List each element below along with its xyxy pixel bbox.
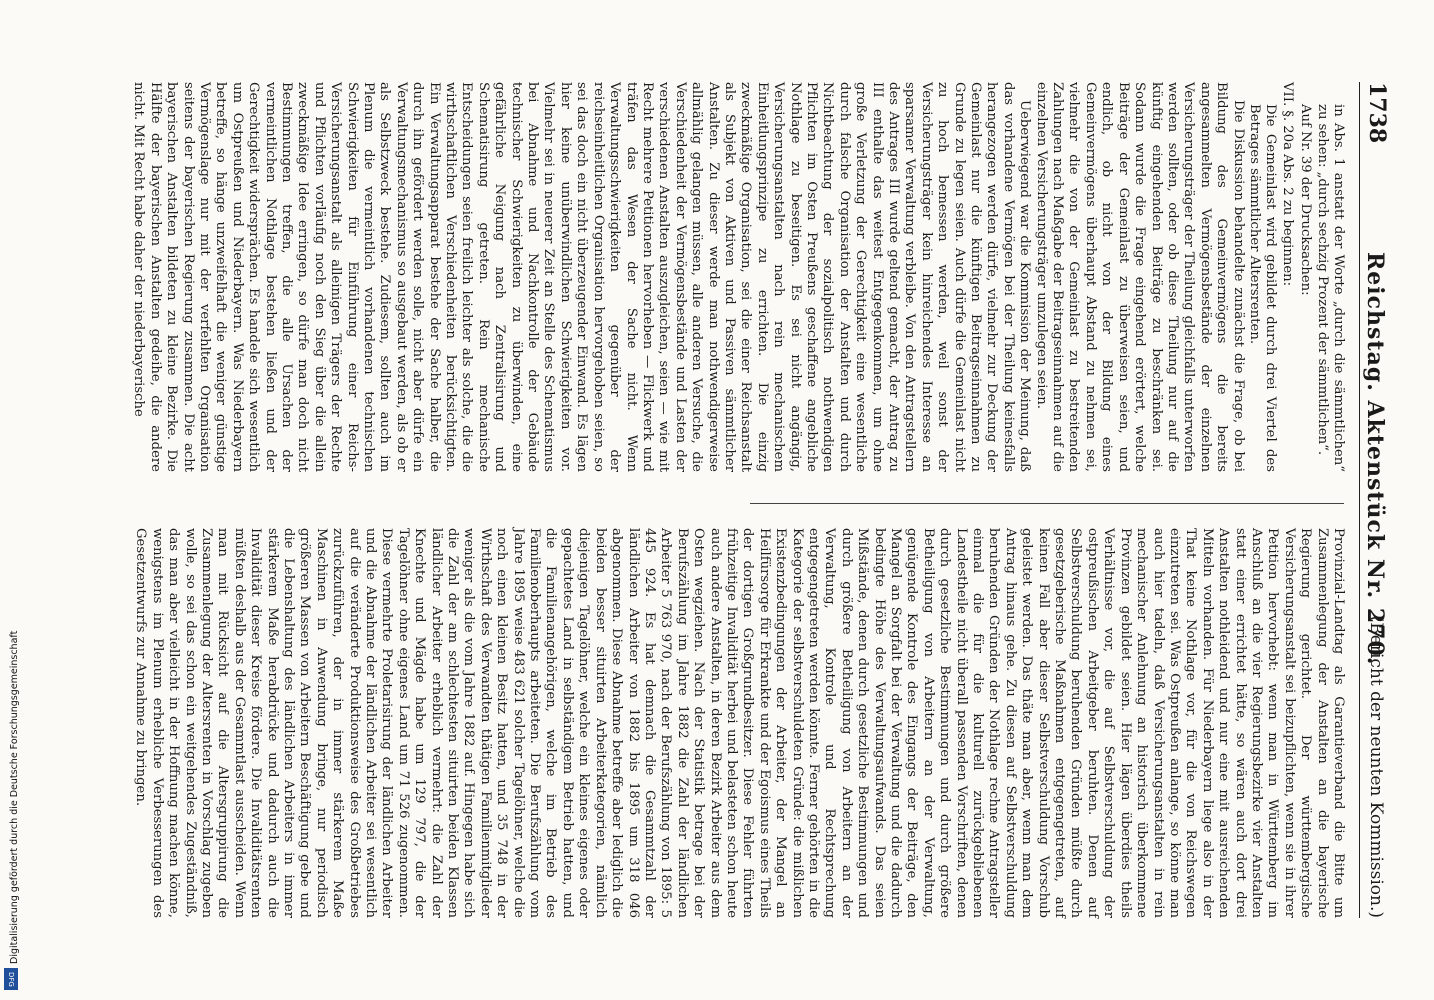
page-number: 1738 (1364, 82, 1390, 144)
paragraph: Ueberwiegend war die Kommission der Meinung, daß das vorhandene Vermögen bei der Theilung keinesfalls herangezogen werden dürfe, vielmehr zur Deckung der Gemeinlast nur die künftigen Beitragseinnahmen zu Grunde zu legen seien. Auch dürfe die Gemeinlast nicht zu hoch bemessen werden, weil sonst der Versicherungsträger kein hinreichendes Interesse an sparsamer Verwaltung verbleibe. Von den Antragstellern des Antrages III wurde geltend gemacht, der Antrag zu III enthalte das weitest Entgegenkommen, um ohne große Verletzung der Gerechtigkeit eine wesentliche durch falsche Organisation der Anstalten und durch Nichtbeachtung der sozialpolitisch nothwendigen Pflichten im Osten Preußens geschaffene angebliche Nothlage zu beseitigen. Es sei nicht angängig, Versicherungsanstalten nach rein mechanischem Einheitlungsprinzipe zu errichten. Die einzig zweckmäßige Organisation, sei die einer Reichsanstalt als Subjekt von Aktiven und Passiven sämmtlicher Anstalten. Zu dieser werde man nothwendigerweise allmählig gelangen müssen, alle anderen Versuche, die Verschiedenheit der Vermögensbestände und Lasten der verschiedenen Anstalten auszugleichen, seien — wie mit Recht mehrere Petitionen hervorheben — Flickwerk und träfen das Wesen der Sache nicht. Wenn Verwaltungsschwierigkeiten gegenüber der reichseinheitlichen Organisation hervorgehoben seien, so sei das doch ein nicht überzeugender Einwand. Es lägen hier keine unüberwindlichen Schwierigkeiten vor. Vielmehr sei in neuerer Zeit an Stelle des Schematismus bei Abnahme und Nachkontrolle der Gebäude technischer Schwierigkeiten zu überwinden, eine gefährliche Neigung nach Zentralisirung und Schematisirung getreten. Rein mechanische Entscheidungen seien freilich leichter als solche, die die wirthschaftlichen Verschiedenheiten berücksichtigten. Ein Verwaltungsapparat bestehe der Sache halber, die durch ihn gefördert werden solle, nicht aber dürfe ein Verwaltungsmechanismus so ausgebaut werden, als ob er als Selbstzweck bestehe. Zudiesem, sollten auch im Plenum die vermeintlich vorhandenen technischen Schwierigkeiten für Einführung einer Reichs-Versicherungsanstalt als alleinigen Trägers der Rechte und Pflichten vorläufig noch den Sieg über die allein zweckmäßige Idee erringen, so dürfe man doch nicht Bestimmungen treffen, die alle Ursachen der vermeintlichen Nothlage bestehen ließen und der Gerechtigkeit widersprächen. Es handele sich wesentlich um Ostpreußen und Niederbayern. Was Niederbayern betreffe, so hänge unzweifelhaft die weniger günstige Vermögenslage nur mit der verfehlten Organisation seitens der bayerischen Regierung zusammen. Die acht bayerischen Anstalten bildeten zu kleine Bezirke. Die Hälfte der bayerischen Anstalten gedeihe, die andere nicht. Mit Recht habe daher der niederbayerische (131, 82, 1033, 472)
text-column-right (133, 528, 1346, 918)
paragraph: Die Diskussion behandelte zunächst die Frage, ob bei Bildung des Gemeinvermögens die bereits angesammelten Vermögensbestände der einzelnen Versicherungsträger der Theilung gleichfalls unterworfen werden sollten, oder ob diese Theilung nur auf die künftig eingehenden Beiträge zu beschränken sei. Sodann wurde die Frage eingehend erörtert, welche Beiträge der Gemeinlast zu überweisen seien, und endlich, ob nicht von der Bildung eines Gemeinvermögens überhaupt Abstand zu nehmen sei, vielmehr die von der Gemeinlast zu bestreitenden Zahlungen nach Maßgabe der Beitragseinnahmen auf die einzelnen Versicherungsträger umzulegen seien. (1033, 82, 1246, 472)
column-divider (750, 503, 1344, 504)
digitization-credit (2, 4, 20, 994)
reference-line: Auf Nr. 39 der Drucksachen: (1298, 104, 1314, 296)
page-header (1359, 82, 1390, 918)
report-title: (Bericht der neunten Kommission.) (1366, 615, 1386, 918)
text-column-left (131, 82, 1346, 472)
paragraph: Provinzial-Landtag als Garantieverband die Bitte um Zusammenlegung der Anstalten an die bayerische Regierung gerichtet. Der württembergische Versicherungsanstalt sei beizupflichten, wenn sie in ihrer Petition hervorhebt: wenn man in Württemberg im Anschluß an die vier Regierungsbezirke vier Anstalten statt einer errichtet hätte, so wären auch dort drei Anstalten nothleidend und nur eine mit ausreichenden Mitteln vorhanden. Für Niederbayern liege also in der That keine Nothlage vor, für die von Reichswegen einzutreten sei. Was Ostpreußen anlange, so könne man auch hier tadeln, daß Versicherungsanstalten in rein mechanischer Anlehnung an historisch überkommene Provinzen gebildet seien. Hier lägen überdies theils Verhältnisse vor, die auf Selbstverschuldung der ostpreußischen Arbeitgeber beruhten. Denen auf Selbstverschuldung beruhenden Gründen müßte durch gesetzgeberische Maßnahmen entgegengetreten, auf keinen Fall aber dieser Selbstverschuldung Vorschub geleistet werden. Das thäte man aber, wenn man dem Antrag hinaus gehe. Zu diesen auf Selbstverschuldung beruhenden Gründen der Nothlage rechne Antragsteller einmal die für die kulturell zurückgebliebenen Landestheile nicht überall passenden Vorschriften, denen durch gesetzliche Bestimmungen und durch größere Betheiligung von Arbeitern an der Verwaltung, genügende Kontrole des Eingangs der Beiträge, den Mangel an Sorgfalt bei der Verwaltung und die dadurch bedingte Höhe des Verwaltungsaufwands. Das seien Mißstände, denen durch gesetzliche Bestimmungen und durch größere Betheiligung von Arbeitern an der Verwaltung, Kontrole und Rechtsprechung entgegengetreten werden könnte. Ferner gehörten in die Kategorie der selbstverschuldeten Gründe: die mißlichen Existenzbedingungen der Arbeiter, der Mangel an Heilfürsorge für Erkrankte und der Egoismus eines Theils der dortigen Großgrundbesitzer. Diese Fehler führten frühzeitige Invalidität herbei und belasteten schon heute auch andere Anstalten, in deren Bezirk Arbeiter aus dem Osten wegziehen. Nach der Statistik betrage bei der Berufszählung im Jahre 1882 die Zahl der ländlichen Arbeiter 5 763 970, nach der Berufszählung von 1895: 5 445 924. Es hat demnach die Gesammtzahl der ländlichen Arbeiter von 1882 bis 1895 um 318 046 abgenommen. Diese Abnahme betreffe aber lediglich die beiden besser situirten Arbeiterkategorien, nämlich diejenigen Tagelöhner, welche ein kleines eigenes oder gepachtetes Land in selbständigem Betrieb hatten, und die Familienangehörigen, welche im Betrieb des Familienoberhaupts arbeiteten. Die Berufszählung vom Jahre 1895 weise 483 621 solcher Tagelöhner, welche die noch einen kleinen Besitz hatten, und 35 748 in der Wirthschaft des Verwandten thätigen Familienmitglieder weniger als die vom Jahre 1882 auf. Hingegen habe sich die Zahl der am schlechtesten situirten beiden Klassen ländlicher Arbeiter erheblich vermehrt: die Zahl der Knechte und Mägde habe um 129 797, die der Tagelöhner ohne eigenes Land um 71 526 zugenommen. Diese vermehrte Proletarisirung der ländlichen Arbeiter und die Abnahme der ländlichen Arbeiter sei wesentlich auf die veränderte Produktionsweise des Großbetriebes zurückzuführen, der in immer stärkerem Maße Maschinen in Anwendung bringe, nur periodisch größeren Massen von Arbeitern Beschäftigung gebe und die Lebenshaltung des ländlichen Arbeiters in immer stärkerem Maße herabdrücke und dadurch auch die Invalidität dieser Kreise fördere. Die Invaliditätsrenten müßten deshalb aus der Gesammtlast ausscheiden. Wenn man mit Rücksicht auf die Altersgruppirung die Zusammenlegung der Altersrenten in Vorschlag zugeben wolle, so sei das schon ein weitgehendes Zugeständniß, das man aber vielleicht in der Hoffnung machen könne, wenigstens im Plenum erhebliche Verbesserungen des Gesetzentwurfs zur Annahme zu bringen. (133, 528, 1346, 918)
dfg-logo: DFG (4, 968, 18, 990)
section-heading: VII. §. 20a Abs. 2 zu beginnen: (1279, 82, 1295, 287)
amendment-text: in Abs. 1 anstatt der Worte „durch die sämmtlichen“ zu sehen: „durch sechzig Prozent der sämmtlichen“. (1314, 104, 1346, 472)
journal-title: Reichstag. Aktenstück Nr. 270. (1362, 252, 1388, 666)
section-text: Die Gemeinlast wird gebildet durch drei Viertel des Betrages sämmtlicher Altersrenten. (1246, 104, 1279, 472)
credit-text: Digitalisierung gefördert durch die Deutsche Forschungsgemeinschaft (9, 630, 20, 964)
